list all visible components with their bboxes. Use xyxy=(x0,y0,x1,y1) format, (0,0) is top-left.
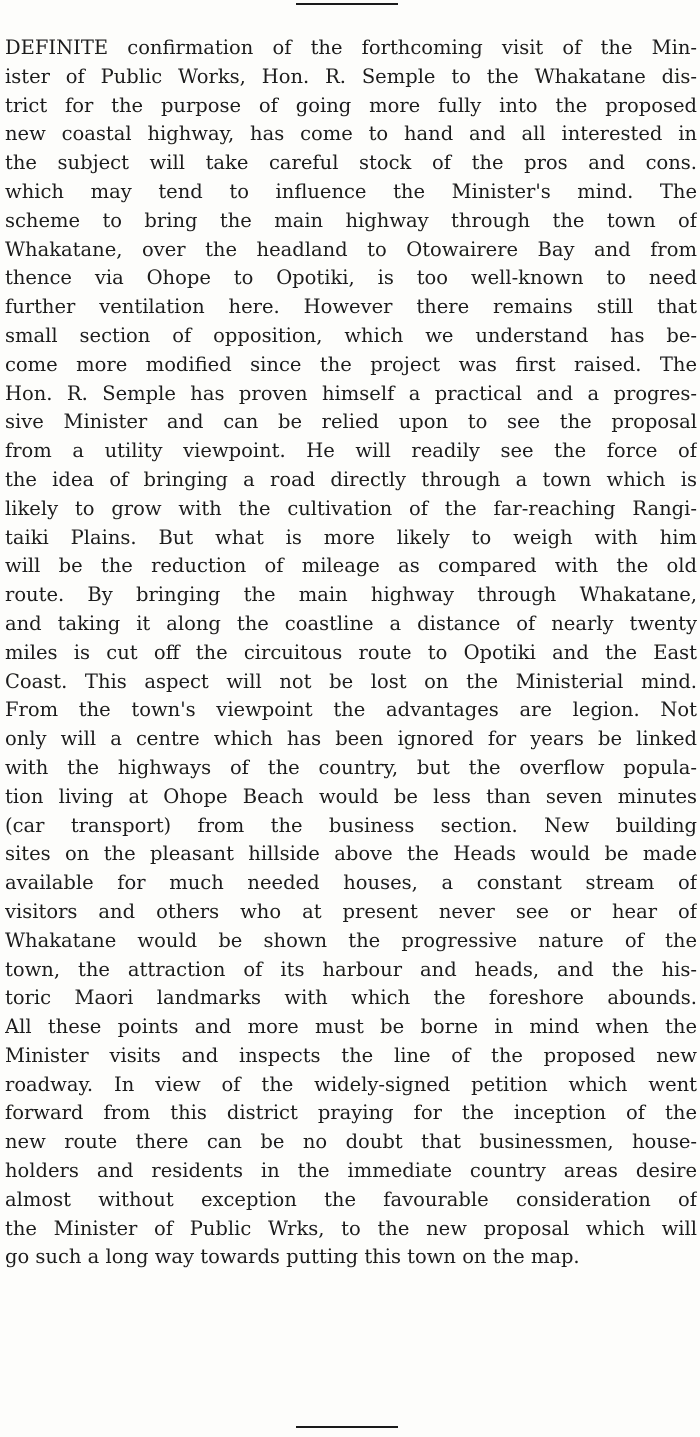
article-line: forward from this district praying for the inception of the xyxy=(5,1101,697,1125)
article-line: almost without exception the favourable consideration of xyxy=(5,1187,697,1211)
article-line: miles is cut off the circuitous route to Opotiki and the East xyxy=(5,640,697,664)
article-line: All these points and more must be borne in mind when the xyxy=(5,1015,697,1039)
article-line: sive Minister and can be relied upon to see the proposal xyxy=(5,410,697,434)
article-line: scheme to bring the main highway through the town of xyxy=(5,208,697,232)
article-line: available for much needed houses, a constant stream of xyxy=(5,871,697,895)
article-line: route. By bringing the main highway through Whakatane, xyxy=(5,583,697,607)
article-line: taiki Plains. But what is more likely to weigh with him xyxy=(5,525,697,549)
article-line: visitors and others who at present never see or hear of xyxy=(5,899,697,923)
article-line: holders and residents in the immediate country areas desire xyxy=(5,1159,697,1183)
article-line: roadway. In view of the widely-signed petition which went xyxy=(5,1072,697,1096)
article-line: small section of opposition, which we understand has be- xyxy=(5,323,697,347)
article-line: Minister visits and inspects the line of the proposed new xyxy=(5,1043,697,1067)
article-line: new route there can be no doubt that businessmen, house- xyxy=(5,1130,697,1154)
article-line: likely to grow with the cultivation of the far-reaching Rangi- xyxy=(5,496,697,520)
article-line: from a utility viewpoint. He will readily see the force of xyxy=(5,439,697,463)
article-line: Hon. R. Semple has proven himself a practical and a progres- xyxy=(5,381,697,405)
article-line: Coast. This aspect will not be lost on the Ministerial mind. xyxy=(5,669,697,693)
article-line: toric Maori landmarks with which the foreshore abounds. xyxy=(5,986,697,1010)
article-body xyxy=(5,34,697,1272)
article-line: the idea of bringing a road directly through a town which is xyxy=(5,467,697,491)
article-line: Whakatane, over the headland to Otowairere Bay and from xyxy=(5,237,697,261)
article-line: Whakatane would be shown the progressive nature of the xyxy=(5,928,697,952)
article-line: sites on the pleasant hillside above the Heads would be made xyxy=(5,842,697,866)
article-line: further ventilation here. However there remains still that xyxy=(5,295,697,319)
article-line: go such a long way towards putting this town on the map. xyxy=(5,1245,580,1269)
article-line: only will a centre which has been ignored for years be linked xyxy=(5,727,697,751)
article-line: (car transport) from the business section. New building xyxy=(5,813,697,837)
bottom-divider-rule xyxy=(296,1426,398,1428)
article-line: the subject will take careful stock of the pros and cons. xyxy=(5,151,697,175)
article-line: trict for the purpose of going more fully into the proposed xyxy=(5,93,697,117)
article-line: DEFINITE confirmation of the forthcoming visit of the Min- xyxy=(5,36,697,59)
article-line: will be the reduction of mileage as compared with the old xyxy=(5,554,697,578)
article-line: tion living at Ohope Beach would be less than seven minutes xyxy=(5,784,697,808)
article-line: town, the attraction of its harbour and heads, and the his- xyxy=(5,957,697,981)
article-line: come more modified since the project was first raised. The xyxy=(5,352,697,376)
article-line: which may tend to influence the Minister's mind. The xyxy=(5,179,697,203)
article-line: From the town's viewpoint the advantages are legion. Not xyxy=(5,698,697,722)
top-divider-rule xyxy=(296,3,398,5)
article-line: and taking it along the coastline a distance of nearly twenty xyxy=(5,611,697,635)
article-line: the Minister of Public Wrks, to the new proposal which will xyxy=(5,1216,697,1240)
article-line: with the highways of the country, but the overflow popula- xyxy=(5,755,697,779)
article-line: new coastal highway, has come to hand and all interested in xyxy=(5,122,697,146)
article-line: ister of Public Works, Hon. R. Semple to the Whakatane dis- xyxy=(5,64,697,88)
article-line: thence via Ohope to Opotiki, is too well-known to need xyxy=(5,266,697,290)
